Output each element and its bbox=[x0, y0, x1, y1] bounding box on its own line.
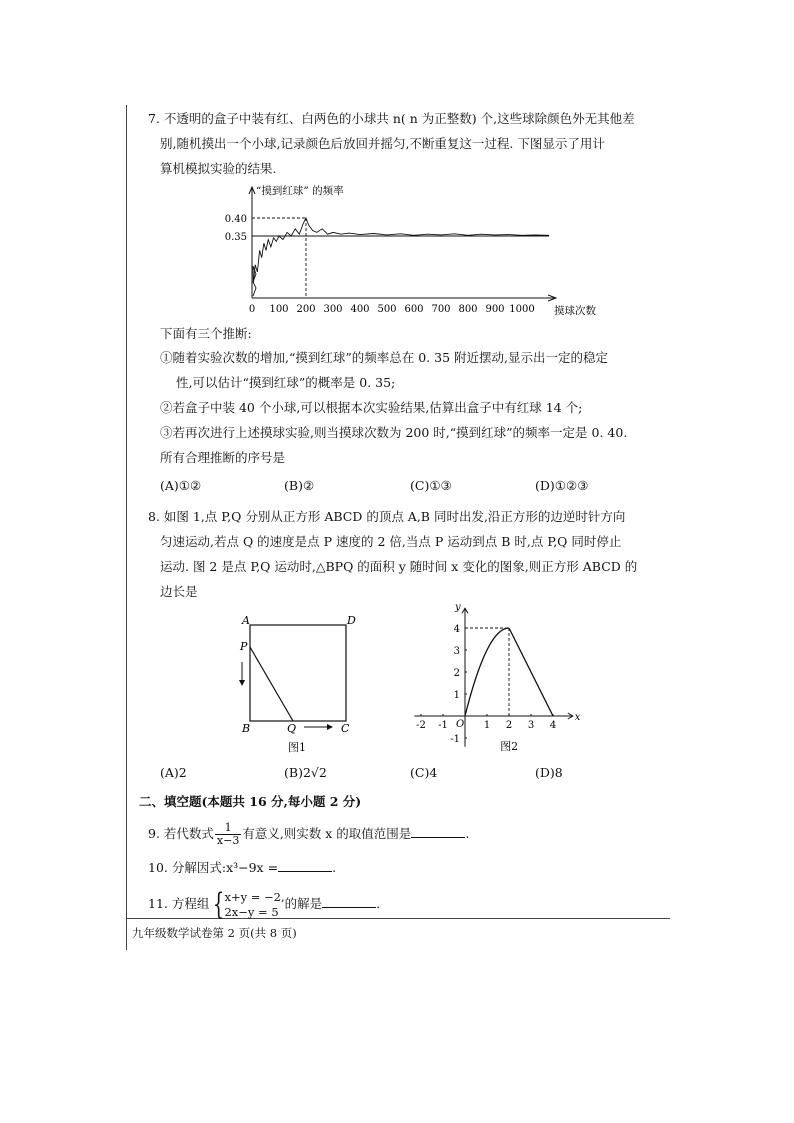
q9-fraction bbox=[215, 822, 241, 847]
x-tick-label: 600 bbox=[404, 304, 424, 315]
fig2-y-tick-label: 3 bbox=[453, 646, 460, 657]
q8-line-2: 匀速运动,若点 Q 的速度是点 P 速度的 2 倍,当点 P 运动到点 B 时,点 P,Q 同时停止 bbox=[160, 534, 622, 549]
q7-intro: 下面有三个推断: bbox=[160, 326, 252, 341]
label-c: C bbox=[341, 722, 350, 735]
page-footer: 九年级数学试卷第 2 页(共 8 页) bbox=[132, 926, 297, 940]
q7-option-a[interactable]: (A)①② bbox=[160, 478, 202, 493]
q9-answer-blank[interactable] bbox=[411, 825, 465, 838]
fig2-x-tick-label: 3 bbox=[527, 720, 535, 731]
section-2-title: 二、填空题(本题共 16 分,每小题 2 分) bbox=[139, 794, 362, 809]
x-tick-label: 500 bbox=[377, 304, 397, 315]
figure-2-caption: 图2 bbox=[500, 740, 519, 753]
fig2-x-tick-label: -1 bbox=[438, 720, 448, 731]
q11-system bbox=[224, 890, 284, 920]
label-q: Q bbox=[287, 722, 297, 735]
q9-end: . bbox=[465, 826, 470, 841]
q10-text: 10. 分解因式:x³−9x = bbox=[148, 860, 279, 875]
fig2-x-label: x bbox=[574, 712, 581, 723]
q7-judgement-1b: 性,可以估计“摸到红球”的概率是 0. 35; bbox=[176, 375, 396, 390]
fig2-curve-rise bbox=[465, 628, 509, 716]
q7-judgement-2: ②若盒子中装 40 个小球,可以根据本次实验结果,估算出盒子中有红球 14 个; bbox=[160, 400, 583, 415]
frequency-series-start bbox=[253, 266, 256, 296]
segment-pq bbox=[250, 647, 293, 721]
x-tick-label: 900 bbox=[485, 304, 505, 315]
q7-line-3: 算机模拟实验的结果. bbox=[160, 161, 277, 176]
q8-line-4: 边长是 bbox=[160, 584, 198, 599]
q8-option-c[interactable]: (C)4 bbox=[410, 765, 438, 780]
q11-eq-2: 2x−y = 5 bbox=[224, 904, 279, 919]
q9-denominator: x−3 bbox=[216, 834, 240, 847]
q11-brace: { bbox=[213, 886, 225, 922]
frequency-chart bbox=[210, 180, 630, 320]
fig2-y-tick-label: 2 bbox=[453, 668, 460, 679]
q11-eq-1: x+y = −2, bbox=[224, 889, 285, 904]
label-d: D bbox=[347, 614, 356, 627]
q7-judgement-1a: ①随着实验次数的增加,“摸到红球”的频率总在 0. 35 附近摆动,显示出一定的稳定 bbox=[160, 350, 608, 365]
q7-line-1: 7. 不透明的盒子中装有红、白两色的小球共 n( n 为正整数) 个,这些球除颜色外无其他差 bbox=[148, 111, 635, 126]
x-tick-label: 300 bbox=[323, 304, 343, 315]
x-tick-label: 400 bbox=[350, 304, 370, 315]
q8-option-a[interactable]: (A)2 bbox=[160, 765, 187, 780]
q9-prefix: 9. 若代数式 bbox=[148, 826, 214, 841]
fig2-y-tick-label: 4 bbox=[453, 624, 460, 635]
x-tick-label: 100 bbox=[269, 304, 289, 315]
y-tick-label: 0.40 bbox=[224, 214, 247, 225]
fig2-x-tick-label: 4 bbox=[549, 720, 557, 731]
q9-numerator: 1 bbox=[215, 822, 241, 835]
x-tick-label: 1000 bbox=[509, 304, 535, 315]
q7-ask: 所有合理推断的序号是 bbox=[160, 450, 286, 465]
q9 bbox=[148, 820, 469, 848]
y-axis-label: “摸到红球” 的频率 bbox=[256, 185, 344, 197]
q10 bbox=[148, 858, 336, 877]
q7-option-b[interactable]: (B)② bbox=[284, 478, 315, 493]
label-b: B bbox=[242, 722, 251, 735]
label-a: A bbox=[242, 614, 250, 627]
q11-answer-blank[interactable] bbox=[322, 895, 376, 908]
label-p: P bbox=[240, 640, 248, 653]
fig2-origin: O bbox=[456, 719, 465, 730]
fig2-y-tick-label: -1 bbox=[450, 734, 460, 745]
fig2-x-tick-label: 2 bbox=[505, 720, 513, 731]
fig2-y-tick-label: 1 bbox=[453, 690, 460, 701]
fig2-y-label: y bbox=[455, 602, 461, 614]
figure-1-caption: 图1 bbox=[288, 741, 306, 754]
q7-option-d[interactable]: (D)①②③ bbox=[535, 478, 589, 493]
q8-option-d[interactable]: (D)8 bbox=[535, 765, 563, 780]
x-tick-label: 700 bbox=[431, 304, 451, 315]
q8-option-b[interactable]: (B)2√2 bbox=[284, 765, 327, 780]
x-tick-label: 0 bbox=[248, 304, 256, 315]
q7-judgement-3: ③若再次进行上述摸球实验,则当摸球次数为 200 时,“摸到红球”的频率一定是 0. 40. bbox=[160, 425, 628, 440]
fig2-x-tick-label: 1 bbox=[483, 720, 491, 731]
q11-end: . bbox=[376, 896, 381, 911]
fig2-x-tick-label: -2 bbox=[416, 720, 426, 731]
x-tick-label: 800 bbox=[458, 304, 478, 315]
figure-2-graph bbox=[405, 598, 585, 758]
q10-answer-blank[interactable] bbox=[278, 859, 332, 872]
q9-suffix: 有意义,则实数 x 的取值范围是 bbox=[242, 826, 412, 841]
q10-end: . bbox=[332, 860, 337, 875]
y-tick-label: 0.35 bbox=[224, 232, 247, 243]
q8-line-3: 运动. 图 2 是点 P,Q 运动时,△BPQ 的面积 y 随时间 x 变化的图象,则正方形 ABCD 的 bbox=[160, 559, 638, 574]
fig2-line-fall bbox=[509, 628, 553, 716]
q8-line-1: 8. 如图 1,点 P,Q 分别从正方形 ABCD 的顶点 A,B 同时出发,沿正方形的边逆时针方向 bbox=[148, 509, 626, 524]
figure-1-square bbox=[230, 610, 370, 760]
q11-suffix: 的解是 bbox=[284, 896, 323, 911]
frequency-series-line bbox=[253, 218, 549, 283]
q7-line-2: 别,随机摸出一个小球,记录颜色后放回并摇匀,不断重复这一过程. 下图显示了用计 bbox=[160, 136, 605, 151]
left-margin-rule bbox=[126, 105, 127, 950]
q7-option-c[interactable]: (C)①③ bbox=[410, 478, 452, 493]
q11-prefix: 11. 方程组 bbox=[148, 896, 210, 911]
x-tick-label: 200 bbox=[296, 304, 316, 315]
q11 bbox=[148, 884, 380, 924]
square-abcd bbox=[250, 625, 346, 721]
x-axis-label: 摸球次数 bbox=[554, 305, 596, 317]
